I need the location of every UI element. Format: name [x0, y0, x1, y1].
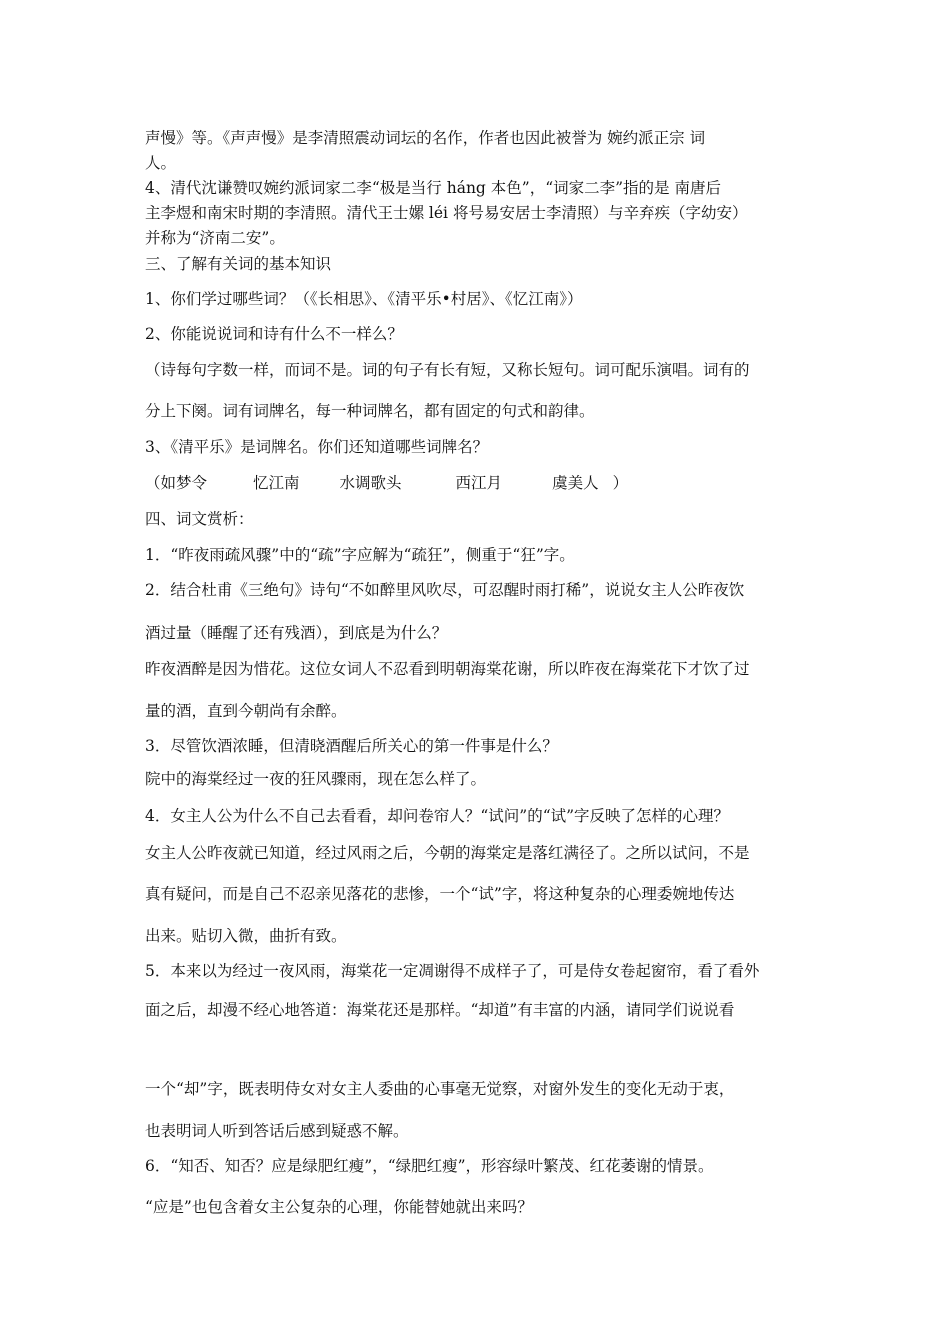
- text-line: 1、你们学过哪些词？（《长相思》、《清平乐•村居》、《忆江南》）: [145, 290, 583, 308]
- cipai-item: 忆江南: [253, 474, 300, 492]
- cipai-item: 西江月: [455, 474, 503, 492]
- text-line: 3．尽管饮酒浓睡，但清晓酒醒后所关心的第一件事是什么？: [145, 737, 558, 755]
- text-line: 1．“昨夜雨疏风骤”中的“疏”字应解为“疏狂”，侧重于“狂”字。: [145, 546, 575, 564]
- text-line: 也表明词人听到答话后感到疑惑不解。: [145, 1122, 409, 1140]
- section-heading: 三、了解有关词的基本知识: [145, 255, 332, 273]
- text-line: “应是”也包含着女主公复杂的心理，你能替她就出来吗？: [145, 1198, 533, 1216]
- text-line: 2、你能说说词和诗有什么不一样么？: [145, 325, 403, 343]
- text-line: 女主人公昨夜就已知道，经过风雨之后，今朝的海棠定是落红满径了。之所以试问，不是: [145, 844, 750, 862]
- cipai-list: [145, 472, 825, 494]
- text-line: 院中的海棠经过一夜的狂风骤雨，现在怎么样了。: [145, 770, 487, 788]
- text-line: （诗每句字数一样，而词不是。词的句子有长有短，又称长短句。词可配乐演唱。词有的: [145, 361, 750, 379]
- text-line: 分上下阕。词有词牌名，每一种词牌名，都有固定的句式和韵律。: [145, 402, 595, 420]
- cipai-item: 虞美人: [552, 474, 599, 492]
- cipai-close: ）: [612, 474, 629, 492]
- text-line: 人。: [145, 154, 177, 172]
- cipai-open: （如梦令: [145, 474, 208, 492]
- text-line: 6．“知否、知否？应是绿肥红瘦”，“绿肥红瘦”，形容绿叶繁茂、红花萎谢的情景。: [145, 1157, 714, 1175]
- text-line: 5．本来以为经过一夜风雨，海棠花一定凋谢得不成样子了，可是侍女卷起窗帘，看了看外: [145, 962, 760, 980]
- text-line: 昨夜酒醉是因为惜花。这位女词人不忍看到明朝海棠花谢，所以昨夜在海棠花下才饮了过: [145, 660, 750, 678]
- text-line: 声慢》等。《声声慢》是李清照震动词坛的名作，作者也因此被誉为 婉约派正宗 词: [145, 129, 706, 147]
- section-heading: 四、词文赏析：: [145, 510, 254, 528]
- text-line: 4．女主人公为什么不自己去看看，却问卷帘人？“试问”的“试”字反映了怎样的心理？: [145, 807, 730, 825]
- text-line: 一个“却”字，既表明侍女对女主人委曲的心事毫无觉察，对窗外发生的变化无动于衷，: [145, 1080, 735, 1098]
- text-line: 主李煜和南宋时期的李清照。清代王士嫘 léi 将号易安居士李清照）与辛弃疾（字幼安）: [145, 204, 748, 222]
- text-line: 真有疑问，而是自己不忍亲见落花的悲惨，一个“试”字，将这种复杂的心理委婉地传达: [145, 885, 735, 903]
- text-line: 酒过量（睡醒了还有残酒），到底是为什么？: [145, 624, 448, 642]
- cipai-item: 水调歌头: [339, 474, 402, 492]
- text-line: 并称为“济南二安”。: [145, 229, 285, 247]
- text-line: 4、清代沈谦赞叹婉约派词家二李“极是当行 háng 本色”，“词家二李”指的是 南唐后: [145, 179, 721, 197]
- text-line: 出来。贴切入微，曲折有致。: [145, 927, 347, 945]
- text-line: 3、《清平乐》是词牌名。你们还知道哪些词牌名？: [145, 438, 489, 456]
- text-line: 量的酒，直到今朝尚有余醉。: [145, 702, 347, 720]
- text-line: 面之后，却漫不经心地答道：海棠花还是那样。“却道”有丰富的内涵，请同学们说说看: [145, 1001, 735, 1019]
- text-line: 2．结合杜甫《三绝句》诗句“不如醉里风吹尽，可忍醒时雨打稀”，说说女主人公昨夜饮: [145, 581, 745, 599]
